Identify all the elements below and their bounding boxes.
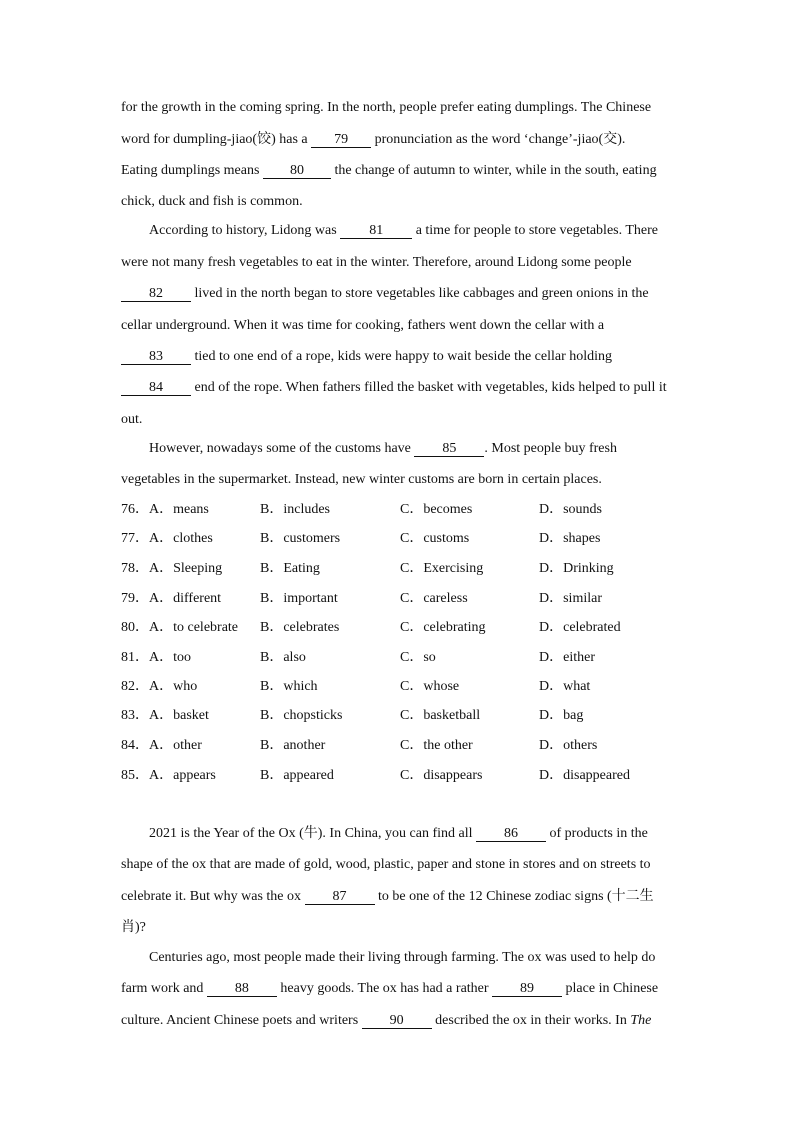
blank-82[interactable]: 82: [121, 286, 191, 302]
blank-80[interactable]: 80: [263, 163, 331, 179]
blank-79[interactable]: 79: [311, 132, 371, 148]
text: chick, duck and fish is common.: [121, 194, 303, 209]
option-c[interactable]: C．customs: [400, 531, 470, 546]
text: the change of autumn to winter, while in the south, eating: [330, 163, 657, 178]
option-b[interactable]: B．important: [260, 591, 338, 606]
option-a[interactable]: 80．A．to celebrate: [121, 620, 239, 635]
option-a[interactable]: 81．A．too: [121, 650, 191, 665]
option-a[interactable]: 77．A．clothes: [121, 531, 213, 546]
passage-line: [121, 919, 146, 937]
text: word for dumpling-jiao(饺) has a: [121, 132, 312, 147]
text: a time for people to store vegetables. There: [412, 223, 659, 238]
passage-line: [121, 856, 651, 874]
option-c[interactable]: C．so: [400, 650, 436, 665]
passage-line: [121, 471, 602, 489]
text: farm work and: [121, 981, 207, 996]
passage-line: [121, 162, 657, 180]
passage-line: [149, 825, 648, 843]
passage-line: [121, 980, 658, 998]
option-a[interactable]: 84．A．other: [121, 738, 202, 753]
option-d[interactable]: D．sounds: [539, 502, 603, 517]
text: cellar underground. When it was time for cooking, fathers went down the cellar with a: [121, 318, 605, 333]
option-d[interactable]: D．similar: [539, 591, 602, 606]
question-row: [121, 707, 681, 725]
text: for the growth in the coming spring. In the north, people prefer eating dumplings. The Chinese: [121, 100, 652, 115]
passage-line: [121, 285, 649, 303]
blank-85[interactable]: 85: [414, 441, 484, 457]
option-a[interactable]: 82．A．who: [121, 679, 198, 694]
option-c[interactable]: C．careless: [400, 591, 468, 606]
text: According to history, Lidong was: [149, 223, 341, 238]
question-row: [121, 530, 681, 548]
option-d[interactable]: D．disappeared: [539, 768, 630, 783]
option-b[interactable]: B．which: [260, 679, 318, 694]
passage-line: [121, 99, 651, 117]
passage-line: [121, 317, 604, 335]
text: to be one of the 12 Chinese zodiac signs (十二生: [374, 889, 654, 904]
option-d[interactable]: D．bag: [539, 708, 584, 723]
option-b[interactable]: B．another: [260, 738, 326, 753]
option-d[interactable]: D．celebrated: [539, 620, 621, 635]
text: shape of the ox that are made of gold, wood, plastic, paper and stone in stores and on streets to: [121, 857, 651, 872]
blank-87[interactable]: 87: [305, 889, 375, 905]
option-d[interactable]: D．what: [539, 679, 591, 694]
option-a[interactable]: 83．A．basket: [121, 708, 209, 723]
option-b[interactable]: B．celebrates: [260, 620, 340, 635]
option-a[interactable]: 78．A．Sleeping: [121, 561, 223, 576]
text: 2021 is the Year of the Ox (牛). In China, you can find all: [149, 826, 476, 841]
question-row: [121, 737, 681, 755]
option-c[interactable]: C．becomes: [400, 502, 473, 517]
option-d[interactable]: D．either: [539, 650, 595, 665]
blank-84[interactable]: 84: [121, 380, 191, 396]
question-row: [121, 649, 681, 667]
text: pronunciation as the word ‘change’-jiao(交).: [371, 132, 626, 147]
option-c[interactable]: C．whose: [400, 679, 460, 694]
text: 肖)?: [121, 920, 146, 935]
question-row: [121, 619, 681, 637]
text: Eating dumplings means: [121, 163, 263, 178]
text: vegetables in the supermarket. Instead, new winter customs are born in certain places.: [121, 472, 602, 487]
passage-line: [121, 379, 667, 397]
option-a[interactable]: 79．A．different: [121, 591, 222, 606]
option-b[interactable]: B．appeared: [260, 768, 334, 783]
passage-line: [121, 348, 612, 366]
text: heavy goods. The ox has had a rather: [276, 981, 493, 996]
blank-86[interactable]: 86: [476, 826, 546, 842]
option-b[interactable]: B．chopsticks: [260, 708, 343, 723]
text: end of the rope. When fathers filled the basket with vegetables, kids helped to pull it: [191, 380, 667, 395]
option-c[interactable]: C．the other: [400, 738, 473, 753]
passage-line: [149, 440, 617, 458]
blank-89[interactable]: 89: [492, 981, 562, 997]
option-b[interactable]: B．customers: [260, 531, 341, 546]
text: celebrate it. But why was the ox: [121, 889, 305, 904]
option-a[interactable]: 85．A．appears: [121, 768, 216, 783]
question-row: [121, 501, 681, 519]
question-row: [121, 560, 681, 578]
option-d[interactable]: D．Drinking: [539, 561, 614, 576]
text: tied to one end of a rope, kids were happy to wait beside the cellar holding: [191, 349, 613, 364]
text: However, nowadays some of the customs have: [149, 441, 415, 456]
passage-line: [121, 254, 632, 272]
passage-line: [121, 1012, 651, 1030]
blank-83[interactable]: 83: [121, 349, 191, 365]
blank-88[interactable]: 88: [207, 981, 277, 997]
text: of products in the: [546, 826, 648, 841]
text: Centuries ago, most people made their living through farming. The ox was used to help do: [149, 950, 656, 965]
option-d[interactable]: D．shapes: [539, 531, 601, 546]
option-a[interactable]: 76．A．means: [121, 502, 209, 517]
text: place in Chinese: [562, 981, 659, 996]
question-row: [121, 590, 681, 608]
blank-81[interactable]: 81: [340, 223, 412, 239]
text: lived in the north began to store vegetables like cabbages and green onions in the: [191, 286, 649, 301]
passage-line: [149, 222, 658, 240]
question-row: [121, 678, 681, 696]
text: described the ox in their works. In: [431, 1013, 631, 1028]
option-c[interactable]: C．Exercising: [400, 561, 484, 576]
text: out.: [121, 412, 143, 427]
passage-line: [121, 131, 625, 149]
passage-line: [121, 888, 654, 906]
passage-line: [121, 411, 142, 429]
text: were not many fresh vegetables to eat in the winter. Therefore, around Lidong some people: [121, 255, 632, 270]
text: culture. Ancient Chinese poets and writers: [121, 1013, 362, 1028]
option-b[interactable]: B．includes: [260, 502, 330, 517]
book-title-italic: The: [630, 1013, 652, 1028]
option-c[interactable]: C．basketball: [400, 708, 481, 723]
option-b[interactable]: B．also: [260, 650, 306, 665]
blank-90[interactable]: 90: [362, 1013, 432, 1029]
option-c[interactable]: C．disappears: [400, 768, 483, 783]
option-b[interactable]: B．Eating: [260, 561, 320, 576]
option-d[interactable]: D．others: [539, 738, 598, 753]
passage-line: [121, 193, 303, 211]
text: . Most people buy fresh: [484, 441, 617, 456]
question-row: [121, 767, 681, 785]
passage-line: [149, 949, 655, 967]
option-c[interactable]: C．celebrating: [400, 620, 486, 635]
